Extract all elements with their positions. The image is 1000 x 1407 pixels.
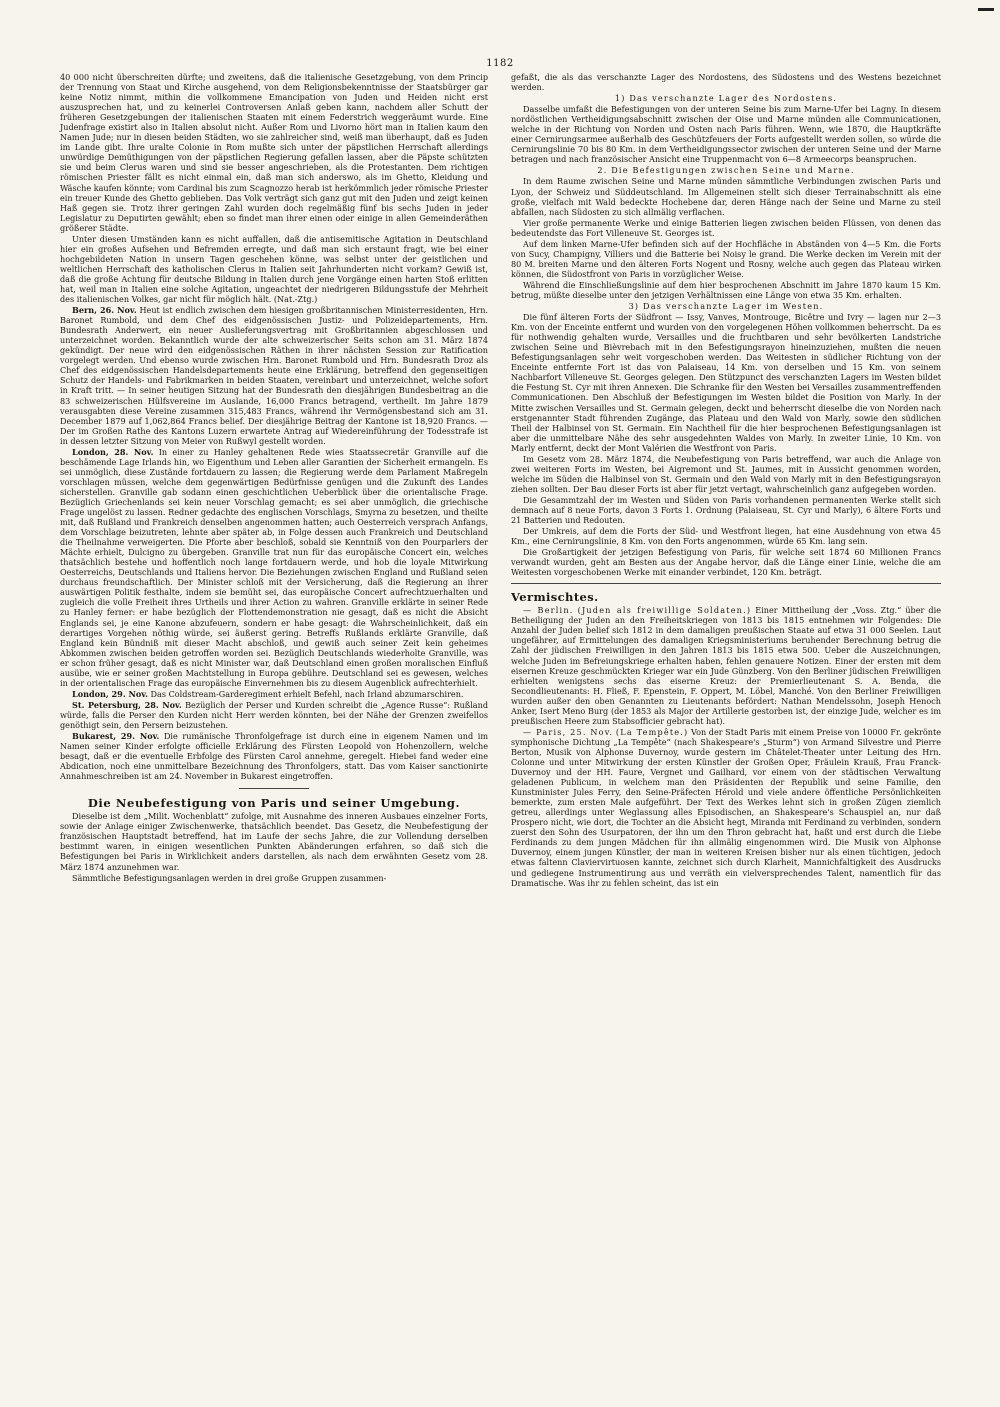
dateline: — Berlin.	[523, 605, 574, 616]
dateline: Bukarest, 29. Nov.	[72, 731, 160, 742]
news-item-petersburg	[60, 700, 488, 730]
divider	[239, 788, 309, 789]
dateline: London, 29. Nov.	[72, 688, 148, 699]
paragraph: Der Umkreis, auf dem die Forts der Süd- und Westfront liegen, hat eine Ausdehnung von etwa 45 Km., eine Cernirungslinie, 8 Km. von den Forts angenommen, würde 65 Km. lang sein.	[511, 526, 941, 547]
item-title: (Juden als freiwillige Soldaten.)	[577, 605, 752, 616]
paragraph: Sämmtliche Befestigungsanlagen werden in drei große Gruppen zusammen-	[72, 872, 387, 883]
paragraph: Die Gesammtzahl der im Westen und Süden von Paris vorhandenen permanenten Werke stellt sich demnach auf 8 neue Forts, davon 3 Forts 1. Ordnung (Palaiseau, St. Cyr und Marly), 6 ältere Forts und 21 Batterien und Redouten.	[511, 494, 941, 526]
paragraph: Im Gesetz vom 28. März 1874, die Neubefestigung von Paris betreffend, war auch die Anlage von zwei weiteren Forts im Westen, bei Aigremont und St. Jaumes, mit in Aussicht genommen worden, welche im Süden die Halbinsel von St. Germain und den Wald von Marly mit in den Befestigungsrayon ziehen sollten. Der Bau dieser Forts ist aber für jetzt vertagt, wahrscheinlich ganz aufgegeben worden.	[511, 453, 941, 494]
news-item-bukarest	[60, 731, 488, 781]
article-text: Einer Mittheilung der „Voss. Ztg.“ über die Betheiligung der Juden an den Freiheitskriegen von 1813 bis 1815 entnehmen wir Folgendes: Die Anzahl der Juden belief sich 1812 in dem damaligen preußischen Staate auf etwa 31 000 Seelen. Laut ungefährer, auf Ermittelungen des damaligen Kriegsministeriums beruhender Berechnung betrug die Zahl der jüdischen Freiwilligen in den Jahren 1813 bis 1815 etwa 500. Ueber die Auszeichnungen, welche Juden im Befreiungskriege erhalten haben, fehlen genauere Notizen. Einer der ersten mit dem eisernen Kreuze geschmückten Krieger war ein Jude Günzberg. Von den Berliner jüdischen Freiwilligen erhielten wenigstens sechs das eiserne Kreuz: der Premierlieutenant S. A. Benda, die Secondlieutenants: H. Fließ, F. Epenstein, F. Oppert, M. Löbel, Manché. Von den Berliner Freiwilligen wurden außer den oben Genannten zu Lieutenants befördert: Nathan Mendelssohn, Joseph Henoch Anker, Isert Meno Burg (der 1853 als Major der Artillerie gestorben ist, der einzige Jude, welcher es im preußischen Heere zum Stabsofficier gebracht hat).	[511, 605, 941, 726]
article-text: Die rumänische Thronfolgefrage ist durch eine in eigenem Namen und im Namen seiner Kinder erfolgte officielle Erklärung des Fürsten Leopold von Hohenzollern, welche besagt, daß er die eventuelle Erbfolge des Fürsten Carol annehme, geregelt. Hiebei fand weder eine Abdication, noch eine unmittelbare Bezeichnung des Thronfolgers, statt. Das vom Kaiser sanctionirte Annahmeschreiben ist am 24. November in Bukarest eingetroffen.	[60, 731, 488, 782]
printer-mark	[978, 8, 994, 11]
paragraph: Die Großartigkeit der jetzigen Befestigung von Paris, für welche seit 1874 60 Millionen Francs verwandt wurden, geht am Besten aus der Angabe hervor, daß die Länge einer Linie, welche die am Weitesten vorgeschobenen Werke mit einander verbindet, 120 Km. beträgt.	[511, 547, 941, 578]
paragraph: Dasselbe umfaßt die Befestigungen von der unteren Seine bis zum Marne-Ufer bei Lagny. In diesem nordöstlichen Vertheidigungsabschnitt zwischen der Oise und Marne münden alle Communicationen, welche in der Richtung von Norden und Osten nach Paris führen. Wenn, wie 1870, die Hauptkräfte einer Cernirungsarmee außerhalb des Geschützfeuers der Forts aufgestellt werden sollen, so würde die Cernirungslinie 70 bis 80 Km. in dem Vertheidigungssector zwischen der unteren Seine und der Marne betragen und nach französischer Ansicht eine Truppenmacht von 6—8 Armeecorps beanspruchen.	[511, 104, 941, 165]
divider	[511, 583, 941, 584]
news-item-london	[60, 447, 488, 688]
news-item-bern	[60, 305, 488, 446]
article-text: Das Coldstream-Garderegiment erhielt Befehl, nach Irland abzumarschiren.	[150, 688, 464, 699]
section-title: Die Neubefestigung von Paris und seiner Umgebung.	[87, 796, 461, 811]
section-title: Vermischtes.	[511, 590, 599, 605]
dateline: — Paris, 25. Nov.	[523, 726, 614, 737]
left-column	[60, 72, 488, 883]
article-text: Bezüglich der Perser und Kurden schreibt die „Agence Russe“: Rußland würde, falls die Perser den Kurden nicht Herr werden könnten, bei der Nähe der Grenzen zweifellos genöthigt sein, den Persern beizustehen.	[60, 699, 488, 730]
subheading: 1) Das verschanzte Lager des Nordostens.	[614, 93, 838, 104]
news-item-paris	[511, 727, 941, 888]
right-column	[511, 72, 941, 888]
news-item-berlin	[511, 605, 941, 726]
paragraph: Unter diesen Umständen kann es nicht auffallen, daß die antisemitische Agitation in Deutschland hier ein großes Aufsehen und Befremden erregte, und daß man sich erstaunt fragt, wie bei einer hochgebildeten Nation in unsern Tagen geschehen könne, was selbst unter der geistlichen und weltlichen Herrschaft des katholischen Clerus in Italien seit Jahrhunderten nicht vorkam? Gewiß ist, daß die große Achtung für deutsche Bildung in Italien durch jene Vorgänge einen harten Stoß erlitten hat, weil man in Italien eine solche Agitation, ungeachtet der niedrigeren Bildungsstufe der Mehrheit des italienischen Volkes, gar nicht für möglich hält. (Nat.-Ztg.)	[60, 233, 488, 305]
article-text: In einer zu Hanley gehaltenen Rede wies Staatssecretär Granville auf die beschämende Lage Irlands hin, wo Eigenthum und Leben aller Garantien der Sicherheit ermangeln. Es sei unmöglich, diese Zustände fortdauern zu lassen; die Regierung werde dem Parlament Maßregeln vorschlagen müssen, welche dem gegenwärtigen Bedürfnisse genügen und die Zukunft des Landes sicherstellen. Granville gab sodann einen geschichtlichen Ueberblick über die orientalische Frage. Bezüglich Griechenlands sei kein neuer Vorschlag gemacht; es sei aber unmöglich, die griechische Frage ungelöst zu lassen. Redner gedachte des englischen Vorschlags, Smyrna zu besetzen, und theilte mit, daß Rußland und Frankreich denselben angenommen hatten; auch Oesterreich versprach Anfangs, dem Vorschlage beizutreten, lehnte aber später ab, in Folge dessen auch Frankreich und Deutschland die Theilnahme verweigerten. Die Pforte aber beschloß, sobald sie Kenntniß von den Pourparlers der Mächte erhielt, Dulcigno zu übergeben. Granville trat nun für das europäische Concert ein, welches thatsächlich bestehe und hoffentlich noch lange fortdauern werde, und hob die loyale Mitwirkung Oesterreichs, Deutschlands und Italiens hervor. Die Beziehungen zwischen England und Rußland seien durchaus freundschaftlich. Der Minister schloß mit der Versicherung, daß die Regierung an ihrer auswärtigen Politik festhalte, indem sie bemüht sei, das europäische Concert aufrechtzuerhalten und zugleich die volle Freiheit ihres Urtheils und ihrer Action zu wahren. Granville erklärte in seiner Rede zu Hanley ferner: er habe bezüglich der Flottendemonstration nie gesagt, daß es nicht die Absicht Englands sei, je eine Kanone abzufeuern, sondern er habe gesagt: die Wahrscheinlichkeit, daß ein derartiges Vorgehen nöthig würde, sei äußerst gering. Betreffs Rußlands erklärte Granville, daß England kein Bündniß mit dieser Macht abschloß, und gewiß auch seiner Zeit kein geheimes Abkommen zwischen beiden getroffen worden sei. Bezüglich Deutschlands wiederholte Granville, was er schon früher gesagt, daß es nicht Minister war, daß Deutschland einen großen moralischen Einfluß ausübe, wie er seiner großen Machtstellung in Europa gebühre. Deutschland sei es gewesen, welches in der orientalischen Frage das europäische Einvernehmen bis zu diesem Augenblick aufrechterhielt.	[60, 446, 488, 688]
article-text: Heut ist endlich zwischen dem hiesigen großbritannischen Ministerresidenten, Hrn. Baronet Rumbold, und dem Chef des eidgenössischen Justiz- und Polizeidepartements, Hrn. Bundesrath Anderwert, ein neuer Auslieferungsvertrag mit Großbritannien abgeschlossen und unterzeichnet worden. Bekanntlich wurde der alte schweizerischer Seits schon am 31. März 1874 gekündigt. Der neue wird den eidgenössischen Räthen in ihrer nächsten Session zur Ratification vorgelegt werden. Und ebenso wurde zwischen Hrn. Baronet Rumbold und Hrn. Bundesrath Droz als Chef des eidgenössischen Handelsdepartements heute eine Erklärung, betreffend den gegenseitigen Schutz der Handels- und Fabrikmarken in beiden Staaten, vereinbart und unterzeichnet, welche sofort in Kraft tritt. — In seiner heutigen Sitzung hat der Bundesrath den diesjährigen Bundesbeitrag an die 83 schweizerischen Hülfsvereine im Auslande, 16,000 Francs betragend, vertheilt. Im Jahre 1879 verausgabten diese Vereine zusammen 315,483 Francs, während ihr Vermögensbestand sich am 31. December 1879 auf 1,062,864 Francs belief. Der diesjährige Beitrag der Kantone ist 18,920 Francs. — Der im Großen Rathe des Kantons Luzern erwartete Antrag auf Wiedereinführung der Todesstrafe ist in dessen letzter Sitzung von Meier von Rußwyl gestellt worden.	[60, 305, 489, 446]
dateline: London, 28. Nov.	[72, 446, 154, 457]
paragraph: Vier große permanente Werke und einige Batterien liegen zwischen beiden Flüssen, von denen das bedeutendste das Fort Villeneuve St. Georges ist.	[511, 217, 941, 238]
paragraph: gefaßt, die als das verschanzte Lager des Nordostens, des Südostens und des Westens bezeichnet werden.	[511, 72, 941, 93]
dateline: St. Petersburg, 28. Nov.	[72, 699, 182, 710]
paragraph: Die fünf älteren Forts der Südfront — Issy, Vanves, Montrouge, Bicêtre und Ivry — lagen nur 2—3 Km. von der Enceinte entfernt und wurden von den vorgelegenen Höhen vollkommen beherrscht. Da es für nothwendig gehalten wurde, Versailles und die fruchtbaren und sehr bevölkerten Landstriche zwischen Seine und Bièvrebach mit in den Befestigungsrayon hineinzuziehen, mußten die neuen Befestigungsanlagen sehr weit vorgeschoben werden. Das Weitesten in südlicher Richtung von der Enceinte entfernte Fort ist das von Palaiseau, 14 Km. von derselben und 15 Km. von seinem Nachbarfort Villeneuve St. Georges gelegen. Den Stützpunct des verschanzten Lagers im Westen bildet die Festung St. Cyr mit ihren Annexen. Die Schranke für den Westen bei Versailles zusammentreffenden Communicationen. Den Abschluß der Befestigungen im Westen bildet die Position von Marly. In der Mitte zwischen Versailles und St. Germain gelegen, deckt und beherrscht dieselbe die von Norden nach erstgenannter Stadt führenden Zugänge, das Plateau und den Wald von Marly, sowie den südlichen Theil der Halbinsel von St. Germain. Ein Nachtheil für die hier besprochenen Befestigungsanlagen ist aber die unmittelbare Nähe des sehr ausgedehnten Waldes von Marly. In zweiter Linie, 10 Km. von Marly entfernt, deckt der Mont Valérien die Westfront von Paris.	[511, 312, 941, 453]
item-title: (La Tempête.)	[615, 726, 689, 737]
news-item-london	[60, 689, 488, 699]
article-text: Von der Stadt Paris mit einem Preise von 10000 Fr. gekrönte symphonische Dichtung „La Tempête“ (nach Shakespeare's „Sturm“) von Armand Silvestre und Pierre Berton, Musik von Alphonse Duvernoy, wurde gestern im Châtelet-Theater unter Leitung des Hrn. Colonne und unter Mitwirkung der ersten Künstler der Großen Oper, Fräulein Krauß, Frau Franck-Duvernoy und der HH. Faure, Vergnet und Gailhard, vor einem von der städtischen Verwaltung geladenen Publicum, in welchem man den Präsidenten der Republik und seine Familie, den Kunstminister Jules Ferry, den Seine-Präfecten Hérold und viele andere öffentliche Persönlichkeiten bemerkte, zum ersten Male aufgeführt. Der Text des Werkes lehnt sich in großen Zügen ziemlich getreu, allerdings unter Weglassung alles Episodischen, an Shakespeare's Schauspiel an, nur daß Prospero nicht, wie dort, die Tochter an die Absicht hegt, Miranda mit Ferdinand zu verbinden, sondern zuerst den Sohn des Usurpatoren, der ihn um den Thron gebracht hat, haßt und erst durch die Liebe Ferdinands zu dem jungen Mädchen für ihn allmälig eingenommen wird. Die Musik von Alphonse Duvernoy, einem jungen Künstler, der man in weiteren Kreisen bisher nur als einen tüchtigen, jedoch etwas faltenn Claviervirtuosen kannte, zeichnet sich durch Klarheit, Mannichfaltigkeit des Ausdrucks und gediegene Instrumentirung aus und verräth ein vielversprechendes Talent, namentlich für das Dramatische. Was ihr zu fehlen scheint, das ist ein	[511, 726, 941, 888]
paragraph: In dem Raume zwischen Seine und Marne münden sämmtliche Verbindungen zwischen Paris und Lyon, der Schweiz und Süddeutschland. Im Allgemeinen stellt sich dieser Terrainabschnitt als eine große, vielfach mit Wald bedeckte Hochebene dar, deren Hänge nach der Seine und Marne zu steil abfallen, nach Südosten zu sich allmälig verflachen.	[511, 176, 941, 217]
page-number: 1182	[486, 58, 514, 69]
subheading: 2. Die Befestigungen zwischen Seine und Marne.	[597, 165, 855, 176]
paragraph: Dieselbe ist dem „Milit. Wochenblatt“ zufolge, mit Ausnahme des inneren Ausbaues einzelner Forts, sowie der Anlage einiger Zwischenwerke, thatsächlich beendet. Das Gesetz, die Neubefestigung der französischen Hauptstadt betreffend, hat im Laufe der sechs Jahre, die zur Vollendung derselben bestimmt waren, in einigen wesentlichen Punkten Abänderungen erfahren, so daß sich die Befestigungen bei Paris in Wirklichkeit anders darstellen, als nach dem erwähnten Gesetz vom 28. März 1874 anzunehmen war.	[60, 811, 488, 872]
subheading: 3) Das verschanzte Lager im Westen.	[628, 301, 824, 312]
paragraph: Während die Einschließungslinie auf dem hier besprochenen Abschnitt im Jahre 1870 kaum 15 Km. betrug, müßte dieselbe unter den jetzigen Verhältnissen eine Länge von etwa 35 Km. erhalten.	[511, 279, 941, 300]
paragraph: Auf dem linken Marne-Ufer befinden sich auf der Hochfläche in Abständen von 4—5 Km. die Forts von Sucy, Champigny, Villiers und die Batterie bei Noisy le grand. Die Werke decken im Verein mit der 80 M. breiten Marne und den älteren Forts Nogent und Rosny, welche auch gegen das Plateau wirken können, die Südostfront von Paris in vorzüglicher Weise.	[511, 238, 941, 279]
dateline: Bern, 26. Nov.	[72, 305, 137, 316]
paragraph: 40 000 nicht überschreiten dürfte; und zweitens, daß die italienische Gesetzgebung, von dem Princip der Trennung von Staat und Kirche ausgehend, von dem Religionsbekenntnisse der Staatsbürger gar keine Notiz nimmt, mithin die vollkommene Emancipation von Juden und Heiden nicht erst auszusprechen hat, und zu keinerlei Controversen Anlaß geben kann, nachdem aller Schutt der früheren Gesetzgebungen der italienischen Staaten mit einem Federstrich weggeräumt wurde. Eine Judenfrage existirt also in Italien absolut nicht. Außer Rom und Livorno hört man in Italien kaum den Namen Jude; nur in diesen beiden Städten, wo sie zahlreicher sind, weiß man überhaupt, daß es Juden im Lande gibt. Ihre uralte Colonie in Rom mußte sich unter der päpstlichen Herrschaft allerdings unwürdige Demüthigungen von der päpstlichen Regierung gefallen lassen, aber die Päpste schützten sie und beim Clerus waren und sind sie besser angeschrieben, als die Protestanten. Dem richtigen römischen Priester fällt es nicht einmal ein, daß man sich anderswo, als im Ghetto, Kleidung und Wäsche kaufen könnte; vom Cardinal bis zum Scagnozzo herab ist herkömmlich jeder römische Priester ein treuer Kunde des Ghetto geblieben. Das Volk verträgt sich ganz gut mit den Juden und zeigt keinen Haß gegen sie. Trotz ihrer geringen Zahl wurden doch regelmäßig fünf bis sechs Juden in jeder Legislatur zu Deputirten gewählt; eben so findet man ihrer einen oder einige in allen Gemeinderäthen größerer Städte.	[60, 72, 488, 233]
